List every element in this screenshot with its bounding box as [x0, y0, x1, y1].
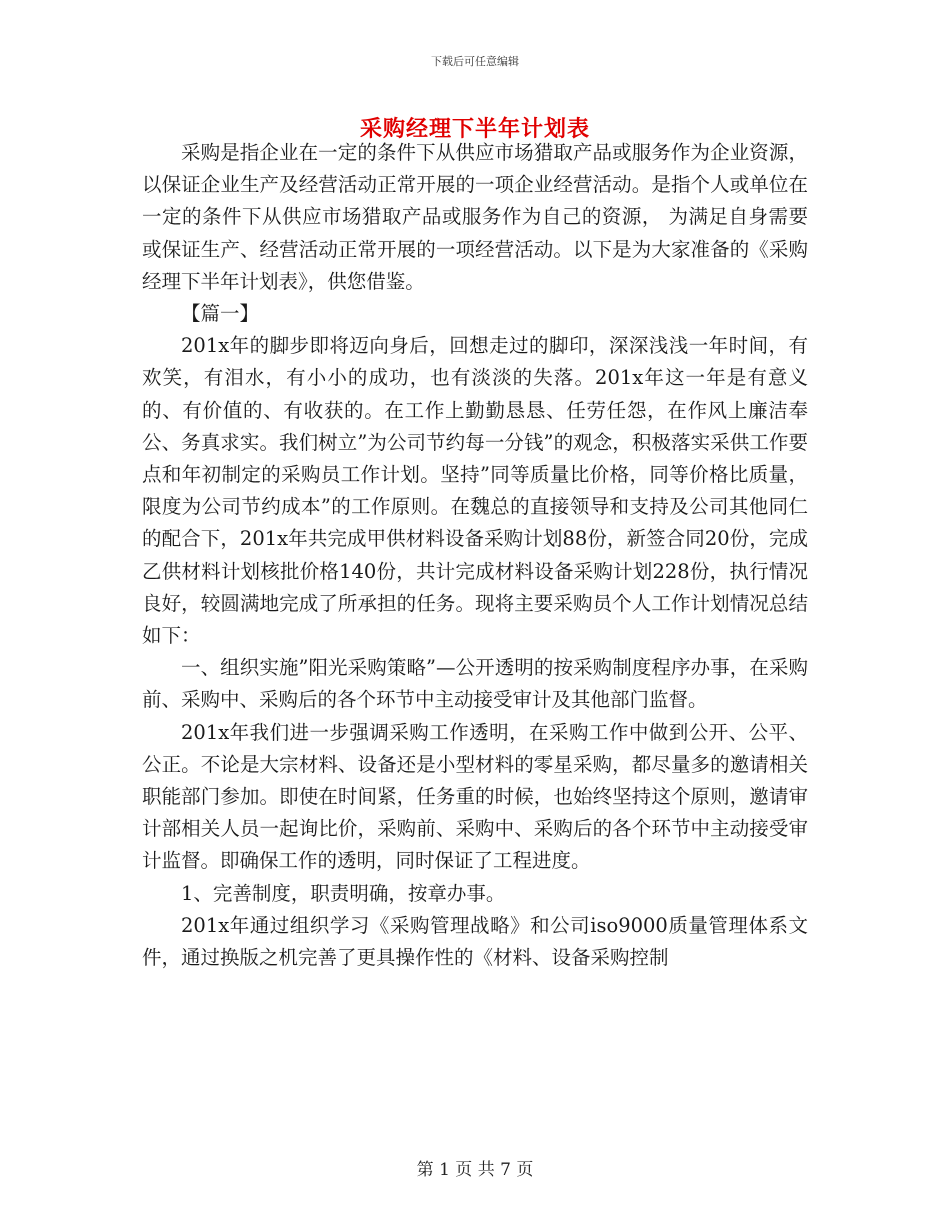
document-body [142, 137, 808, 974]
section-heading: 【篇一】 [181, 302, 260, 326]
paragraph-subpoint-one: 1、完善制度，职责明确，按章办事。 [181, 881, 506, 905]
paragraph-intro: 采购是指企业在一定的条件下从供应市场猎取产品或服务作为企业资源， 以保证企业生产及经营活动正常开展的一项企业经营活动。是指个人或单位在一定的条件下从供应市场猎取产品或服务作为自己的资源， 为满足自身需要或保证生产、经营活动正常开展的一项经营活动。以下是为大家准备的《采购经理下半年计划表》，供您借鉴。 [142, 141, 808, 293]
paragraph-study: 201x年通过组织学习《采购管理战略》和公司iso9000质量管理体系文件，通过换版之机完善了更具操作性的《材料、设备采购控制 [142, 913, 808, 970]
paragraph-point-one: 一、组织实施”阳光采购策略”—公开透明的按采购制度程序办事，在采购前、采购中、采购后的各个环节中主动接受审计及其他部门监督。 [142, 656, 808, 712]
paragraph-summary: 201x年的脚步即将迈向身后，回想走过的脚印，深深浅浅一年时间，有欢笑，有泪水，有小小的成功，也有淡淡的失落。201x年这一年是有意义的、有价值的、有收获的。在工作上勤勤恳恳、任劳任怨，在作风上廉洁奉公、务真求实。我们树立”为公司节约每一分钱”的观念，积极落实采供工作要点和年初制定的采购员工作计划。坚持”同等质量比价格，同等价格比质量，限度为公司节约成本”的工作原则。在魏总的直接领导和支持及公司其他同仁的配合下，201x年共完成甲供材料设备采购计划88份，新签合同20份，完成乙供材料计划核批价格140份，共计完成材料设备采购计划228份，执行情况良好，较圆满地完成了所承担的任务。现将主要采购员个人工作计划情况总结如下： [142, 334, 808, 648]
document-title: 采购经理下半年计划表 [359, 117, 590, 142]
page-number: 第 1 页 共 7 页 [416, 1160, 534, 1180]
paragraph-transparency: 201x年我们进一步强调采购工作透明，在采购工作中做到公开、公平、公正。不论是大宗材料、设备还是小型材料的零星采购，都尽量多的邀请相关职能部门参加。即使在时间紧，任务重的时候，也始终坚持这个原则，邀请审计部相关人员一起询比价，采购前、采购中、采购后的各个环节中主动接受审计监督。即确保工作的透明，同时保证了工程进度。 [142, 720, 808, 873]
header-note: 下载后可任意编辑 [431, 55, 519, 68]
